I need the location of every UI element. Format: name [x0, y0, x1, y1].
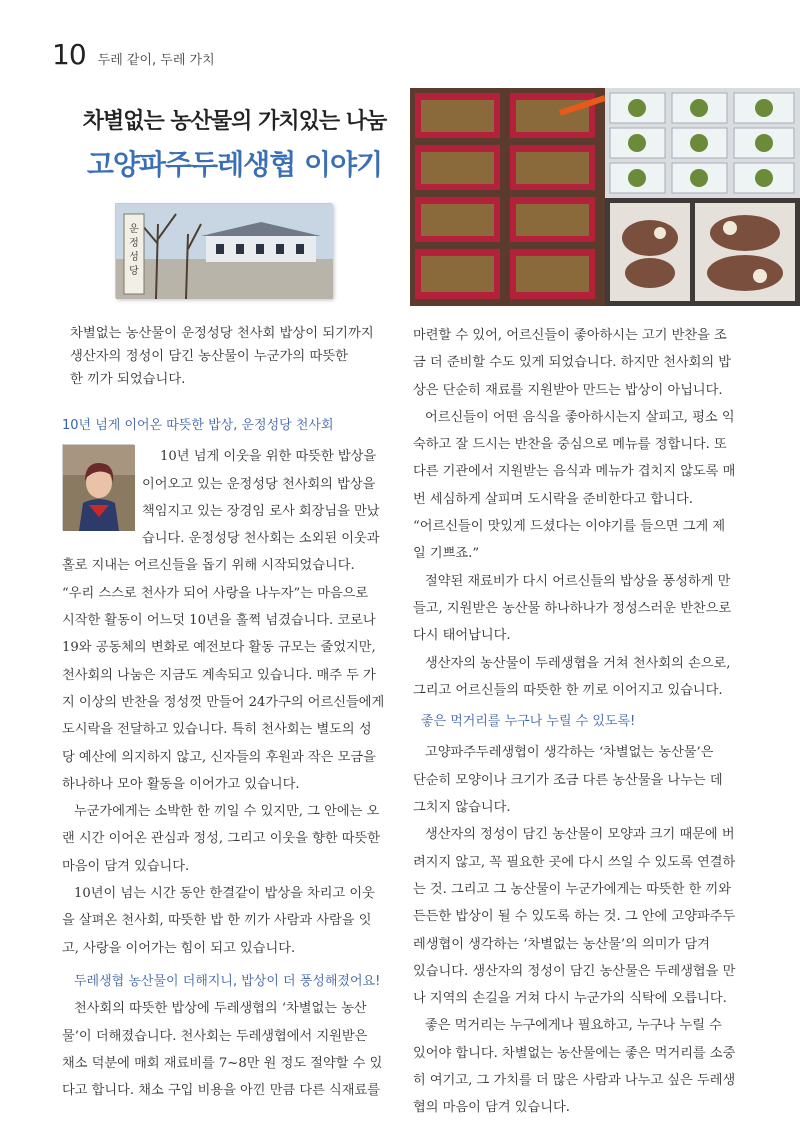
- svg-text:당: 당: [129, 266, 139, 277]
- article-title-line1: 차별없는 농산물의 가치있는 나눔: [82, 109, 387, 134]
- body-line: 히 여기고, 그 가치를 더 많은 사람과 나누고 싶은 두레생: [413, 1073, 736, 1089]
- body-line: 절약된 재료비가 다시 어르신들의 밥상을 풍성하게 만: [425, 573, 731, 589]
- body-line: 다고 합니다. 채소 구입 비용을 아낀 만큼 다른 식재료를: [62, 1083, 380, 1099]
- subheading-3: 좋은 먹거리를 누구나 누릴 수 있도록!: [421, 714, 636, 730]
- body-line: 천사회의 따뜻한 밥상에 두레생협의 ‘차별없는 농산: [74, 1001, 367, 1017]
- body-line: 협의 마음이 담겨 있습니다.: [413, 1100, 570, 1116]
- body-line: 채소 덕분에 매회 재료비를 7~8만 원 정도 절약할 수 있: [62, 1055, 383, 1071]
- body-line: 단순히 모양이나 크기가 조금 다른 농산물을 나누는 데: [413, 772, 723, 788]
- body-line: 습니다. 운정성당 천사회는 소외된 이웃과: [142, 531, 380, 547]
- body-line: 생산자의 농산물이 두레생협을 거쳐 천사회의 손으로,: [425, 655, 731, 671]
- body-line: 하나하나 모아 활동을 이어가고 있습니다.: [62, 776, 300, 792]
- body-line: “어르신들이 맛있게 드셨다는 이야기를 들으면 그게 제: [413, 519, 726, 535]
- body-line: 천사회의 나눔은 지금도 계속되고 있습니다. 매주 두 가: [62, 667, 376, 683]
- body-line: 그치지 않습니다.: [413, 800, 511, 816]
- body-line: 있어야 합니다. 차별없는 농산물에는 좋은 먹거리를 소중: [413, 1045, 736, 1061]
- svg-text:성: 성: [129, 252, 139, 263]
- body-line: 그리고 어르신들의 따뜻한 한 끼로 이어지고 있습니다.: [413, 682, 723, 698]
- body-line: 다시 태어납니다.: [413, 628, 511, 644]
- subheading-1: 10년 넘게 이어온 따뜻한 밥상, 운정성당 천사회: [62, 418, 334, 433]
- body-line: 고, 사랑을 이어가는 힘이 되고 있습니다.: [62, 940, 296, 956]
- body-line: 번 세심하게 살피며 도시락을 준비한다고 합니다.: [413, 491, 693, 507]
- body-line: 상은 단순히 재료를 지원받아 만드는 밥상이 아닙니다.: [413, 382, 723, 398]
- body-line: 누군가에게는 소박한 한 끼일 수 있지만, 그 안에는 오: [74, 804, 380, 820]
- page-number: 10: [52, 38, 86, 71]
- body-line: 려지지 않고, 꼭 필요한 곳에 다시 쓰일 수 있도록 연결하: [413, 854, 736, 870]
- svg-text:운: 운: [129, 224, 139, 235]
- body-line: 는 것. 그리고 그 농산물이 누군가에게는 따뜻한 한 끼와: [413, 881, 731, 897]
- article-title-line2: 고양파주두레생협 이야기: [86, 148, 383, 181]
- body-line: 다른 기관에서 지원받는 음식과 메뉴가 겹치지 않도록 매: [413, 464, 736, 480]
- intro-line: 생산자의 정성이 담긴 농산물이 누군가의 따뜻한: [70, 349, 349, 364]
- body-line: 마련할 수 있어, 어르신들이 좋아하시는 고기 반찬을 조: [413, 328, 727, 343]
- body-line: 좋은 먹거리는 누구에게나 필요하고, 누구나 누릴 수: [425, 1018, 722, 1034]
- body-line: 나 지역의 손길을 거쳐 다시 누군가의 식탁에 오릅니다.: [413, 991, 727, 1007]
- body-line: 10년이 넘는 시간 동안 한결같이 밥상을 차리고 이웃: [74, 886, 375, 902]
- church-photo: [115, 203, 332, 298]
- body-line: 도시락을 전달하고 있습니다. 특히 천사회는 별도의 성: [62, 722, 372, 738]
- body-line: 랜 시간 이어온 관심과 정성, 그리고 이웃을 향한 따뜻한: [62, 831, 380, 847]
- body-line: “우리 스스로 천사가 되어 사랑을 나누자”는 마음으로: [62, 585, 369, 601]
- body-line: 이어오고 있는 운정성당 천사회의 밥상을: [142, 476, 376, 492]
- body-line: 당 예산에 의지하지 않고, 신자들의 후원과 작은 모금을: [62, 749, 376, 765]
- body-line: 있습니다. 생산자의 정성이 담긴 농산물은 두레생협을 만: [413, 963, 736, 979]
- article-title-block: [72, 104, 397, 183]
- body-line: 시작한 활동이 어느덧 10년을 훌쩍 넘겼습니다. 코로나: [62, 613, 376, 629]
- body-line: 숙하고 잘 드시는 반찬을 중심으로 메뉴를 정합니다. 또: [413, 437, 727, 453]
- right-column: [413, 322, 765, 1122]
- body-line: 물’이 더해졌습니다. 천사회는 두레생협에서 지원받은: [62, 1028, 368, 1044]
- intro-line: 차별없는 농산물이 운정성당 천사회 밥상이 되기까지: [70, 326, 374, 341]
- portrait-text: [142, 443, 392, 552]
- body-line: 홀로 지내는 어르신들을 돕기 위해 시작되었습니다.: [62, 558, 355, 574]
- subheading-2: 두레생협 농산물이 더해지니, 밥상이 더 풍성해졌어요!: [74, 973, 381, 989]
- page-header: [52, 38, 215, 71]
- intro-text: [70, 322, 390, 391]
- body-line: 생산자의 정성이 담긴 농산물이 모양과 크기 때문에 버: [425, 827, 735, 843]
- body-line: 일 기쁘죠.”: [413, 546, 480, 562]
- portrait-photo: [62, 444, 134, 530]
- body-line: 레생협이 생각하는 ‘차별없는 농산물’의 의미가 담겨: [413, 936, 710, 952]
- body-line: 지 이상의 반찬을 정성껏 만들어 24가구의 어르신들에게: [62, 694, 385, 710]
- body-line: 마음이 담겨 있습니다.: [62, 858, 190, 874]
- intro-line: 한 끼가 되었습니다.: [70, 372, 186, 387]
- body-line: 10년 넘게 이웃을 위한 따뜻한 밥상을: [160, 449, 377, 465]
- body-line: 19와 공동체의 변화로 예전보다 활동 규모는 줄었지만,: [62, 640, 376, 656]
- body-line: 을 살펴온 천사회, 따뜻한 밥 한 끼가 사람과 사람을 잇: [62, 913, 372, 929]
- food-photo: [410, 88, 800, 306]
- svg-text:정: 정: [129, 238, 139, 249]
- body-line: 든든한 밥상이 될 수 있도록 하는 것. 그 안에 고양파주두: [413, 909, 736, 925]
- body-line: 책임지고 있는 장경임 로사 회장님을 만났: [142, 503, 380, 519]
- body-line: 들고, 지원받은 농산물 하나하나가 정성스러운 반찬으로: [413, 600, 732, 616]
- section-title: 두레 같이, 두레 가치: [97, 53, 215, 68]
- body-line: 어르신들이 어떤 음식을 좋아하시는지 살피고, 평소 익: [425, 409, 735, 425]
- body-line: 고양파주두레생협이 생각하는 ‘차별없는 농산물’은: [425, 745, 714, 761]
- body-line: 금 더 준비할 수도 있게 되었습니다. 하지만 천사회의 밥: [413, 355, 731, 371]
